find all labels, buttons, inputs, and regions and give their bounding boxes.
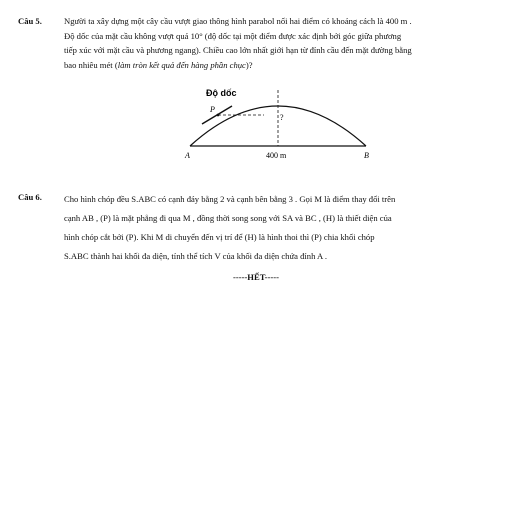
distance-label: 400 m — [266, 151, 287, 160]
point-p-marker — [217, 114, 220, 117]
question-5-line: tiếp xúc với mặt cầu và phương ngang). Chiều cao lớn nhất giới hạn từ đỉnh cầu đến mặt đường bằng — [64, 45, 412, 55]
question-5-line-suffix: )? — [245, 59, 253, 70]
question-5-text — [64, 14, 494, 72]
rounding-instruction: làm tròn kết quả đến hàng phần chục — [117, 59, 246, 70]
question-6-line: Cho hình chóp đều S.ABC có cạnh đáy bằng 2 và cạnh bên bằng 3 . Gọi M là điểm thay đổi trên — [64, 194, 396, 204]
question-5-label: Câu 5. — [18, 16, 42, 26]
point-b-label: B — [364, 151, 369, 160]
point-a-label: A — [185, 151, 190, 160]
question-6-line: S.ABC thành hai khối đa diện, tính thể tích V của khối đa diện chứa đỉnh A . — [64, 251, 328, 261]
point-p-label: P — [210, 105, 215, 114]
height-question-mark: ? — [280, 113, 284, 122]
question-6-line: hình chóp cắt bởi (P). Khi M di chuyển đến vị trí để (H) là hình thoi thì (P) chia khối chóp — [64, 232, 375, 242]
question-6-line: cạnh AB , (P) là mặt phẳng đi qua M , đồng thời song song với SA và BC , (H) là thiết diện của — [64, 213, 392, 223]
question-5-line: Độ dốc của mặt cầu không vượt quá 10° (độ dốc tại một điểm được xác định bởi góc giữa phương — [64, 30, 402, 41]
question-5-line — [64, 58, 494, 73]
question-5-line: Người ta xây dựng một cây cầu vượt giao thông hình parabol nối hai điểm có khoảng cách là 400 m . — [64, 16, 412, 26]
bridge-parabola-figure — [180, 84, 380, 160]
slope-label: Độ dốc — [206, 88, 237, 98]
end-of-exam-marker: -----HẾT----- — [233, 272, 279, 282]
question-6-label: Câu 6. — [18, 192, 42, 202]
question-5-line-prefix: bao nhiêu mét ( — [64, 59, 118, 70]
question-6-text — [64, 190, 494, 266]
